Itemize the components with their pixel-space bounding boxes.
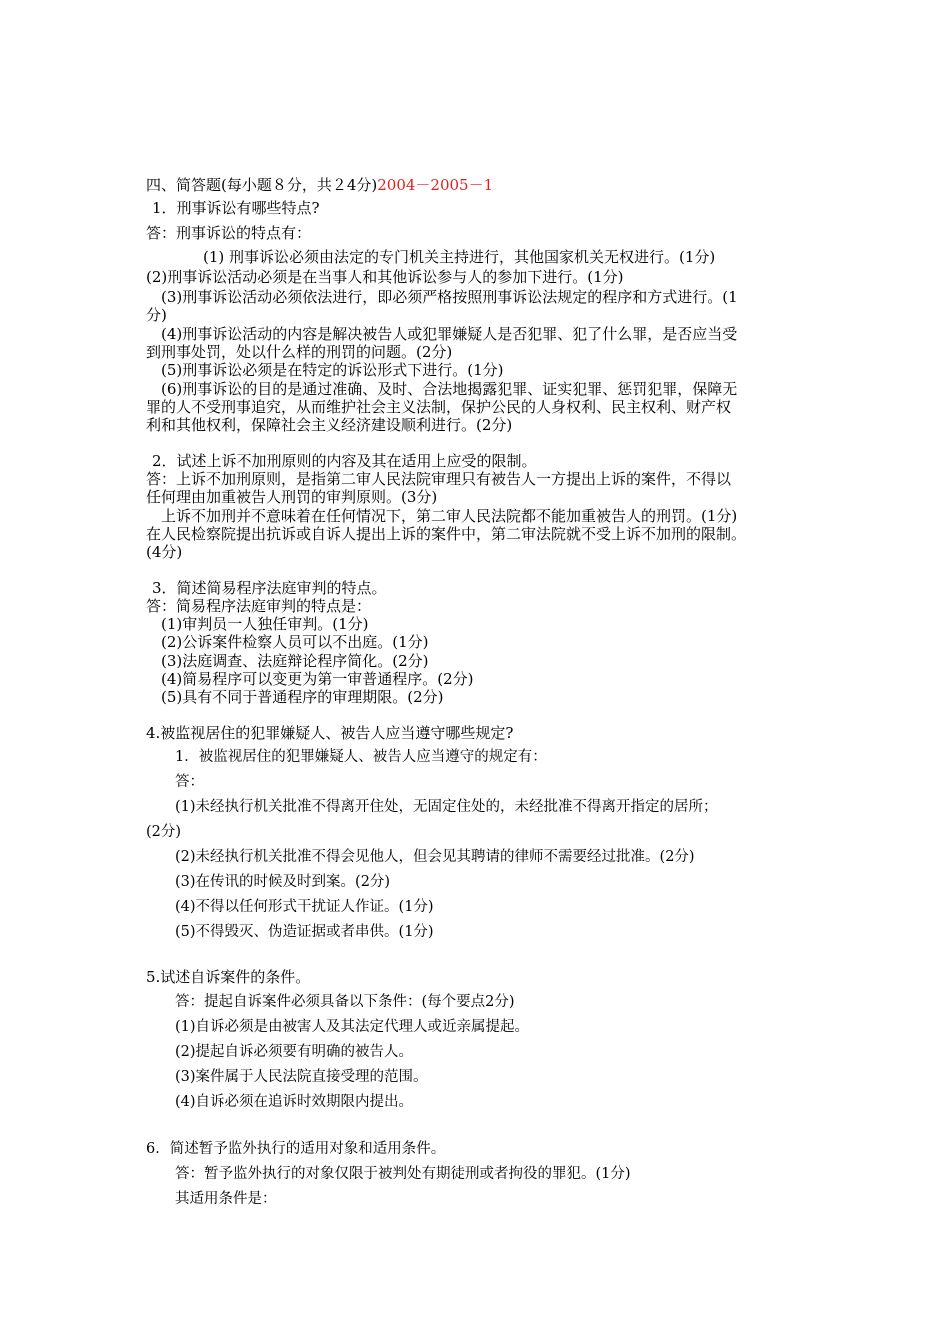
answer-1-line: (2)刑事诉讼活动必须是在当事人和其他诉讼参与人的参加下进行。(1分) [146, 268, 624, 286]
answer-1-line: (3)刑事诉讼活动必须依法进行，即必须严格按照刑事诉讼法规定的程序和方式进行。(1 [161, 288, 738, 306]
answer-6-line: 其适用条件是： [175, 1191, 277, 1207]
question-5: 5.试述自诉案件的条件。 [146, 968, 311, 986]
answer-2-line: 任何理由加重被告人刑罚的审判原则。(3分) [146, 488, 438, 506]
question-1: 1．刑事诉讼有哪些特点? [152, 199, 320, 217]
section-heading [146, 176, 493, 194]
answer-2-line: 上诉不加刑并不意味着在任何情况下，第二审人民法院都不能加重被告人的刑罚。(1分) [161, 507, 738, 525]
answer-4-line: (3)在传讯的时候及时到案。(2分) [175, 874, 391, 890]
answer-4-line: (2分) [146, 824, 182, 840]
answer-1-line: (4)刑事诉讼活动的内容是解决被告人或犯罪嫌疑人是否犯罪、犯了什么罪，是否应当受 [161, 325, 738, 343]
answer-2-line: 在人民检察院提出抗诉或自诉人提出上诉的案件中，第二审法院就不受上诉不加刑的限制。 [146, 525, 747, 543]
answer-4-line: (5)不得毁灭、伪造证据或者串供。(1分) [175, 924, 434, 940]
answer-1-line: (1) 刑事诉讼必须由法定的专门机关主持进行，其他国家机关无权进行。(1分) [203, 248, 716, 266]
answer-1-line: 利和其他权利，保障社会主义经济建设顺利进行。(2分) [146, 416, 513, 434]
year-tag: 2004－2005－1 [377, 176, 494, 194]
answer-3-line: (5)具有不同于普通程序的审理期限。(2分) [161, 688, 444, 706]
section-title: 四、简答题(每小题８分，共２4分) [146, 176, 378, 194]
answer-1-line: 分) [146, 306, 167, 324]
answer-5-line: (4)自诉必须在追诉时效期限内提出。 [175, 1094, 414, 1110]
answer-4-line: 答： [175, 774, 204, 790]
answer-4-line: (1)未经执行机关批准不得离开住处，无固定住处的，未经批准不得离开指定的居所； [175, 799, 718, 815]
answer-4-line: (2)未经执行机关批准不得会见他人，但会见其聘请的律师不需要经过批准。(2分) [175, 849, 695, 865]
answer-6-line: 答：暂予监外执行的对象仅限于被判处有期徒刑或者拘役的罪犯。(1分) [175, 1166, 631, 1182]
answer-1-line: 到刑事处罚，处以什么样的刑罚的问题。(2分) [146, 343, 453, 361]
question-3: 3．简述简易程序法庭审判的特点。 [152, 579, 387, 597]
answer-1-line: 罪的人不受刑事追究，从而维护社会主义法制，保护公民的人身权利、民主权利、财产权 [146, 398, 732, 416]
question-4: 4.被监视居住的犯罪嫌疑人、被告人应当遵守哪些规定? [146, 724, 514, 742]
answer-3-line: (1)审判员一人独任审判。(1分) [161, 615, 369, 633]
answer-1-line: (5)刑事诉讼必须是在特定的诉讼形式下进行。(1分) [161, 361, 504, 379]
answer-2-line: (4分) [146, 543, 183, 561]
answer-5-line: (1)自诉必须是由被害人及其法定代理人或近亲属提起。 [175, 1019, 530, 1035]
answer-4-line: (4)不得以任何形式干扰证人作证。(1分) [175, 899, 434, 915]
question-6: 6．简述暂予监外执行的适用对象和适用条件。 [146, 1141, 446, 1157]
answer-5-line: (2)提起自诉必须要有明确的被告人。 [175, 1044, 414, 1060]
question-2: 2．试述上诉不加刑原则的内容及其在适用上应受的限制。 [152, 452, 537, 470]
answer-4-line: 1．被监视居住的犯罪嫌疑人、被告人应当遵守的规定有： [175, 749, 547, 765]
answer-2-line: 答：上诉不加刑原则，是指第二审人民法院审理只有被告人一方提出上诉的案件，不得以 [146, 470, 732, 488]
answer-3-line: (2)公诉案件检察人员可以不出庭。(1分) [161, 633, 429, 651]
answer-1-intro: 答：刑事诉讼的特点有： [146, 224, 312, 242]
answer-3-line: (4)简易程序可以变更为第一审普通程序。(2分) [161, 670, 474, 688]
answer-3-line: (3)法庭调查、法庭辩论程序简化。(2分) [161, 652, 429, 670]
answer-5-line: (3)案件属于人民法院直接受理的范围。 [175, 1069, 428, 1085]
answer-1-line: (6)刑事诉讼的目的是通过准确、及时、合法地揭露犯罪、证实犯罪、惩罚犯罪，保障无 [161, 380, 738, 398]
answer-3-intro: 答：简易程序法庭审判的特点是： [146, 597, 372, 615]
answer-5-line: 答：提起自诉案件必须具备以下条件：(每个要点2分) [175, 994, 515, 1010]
